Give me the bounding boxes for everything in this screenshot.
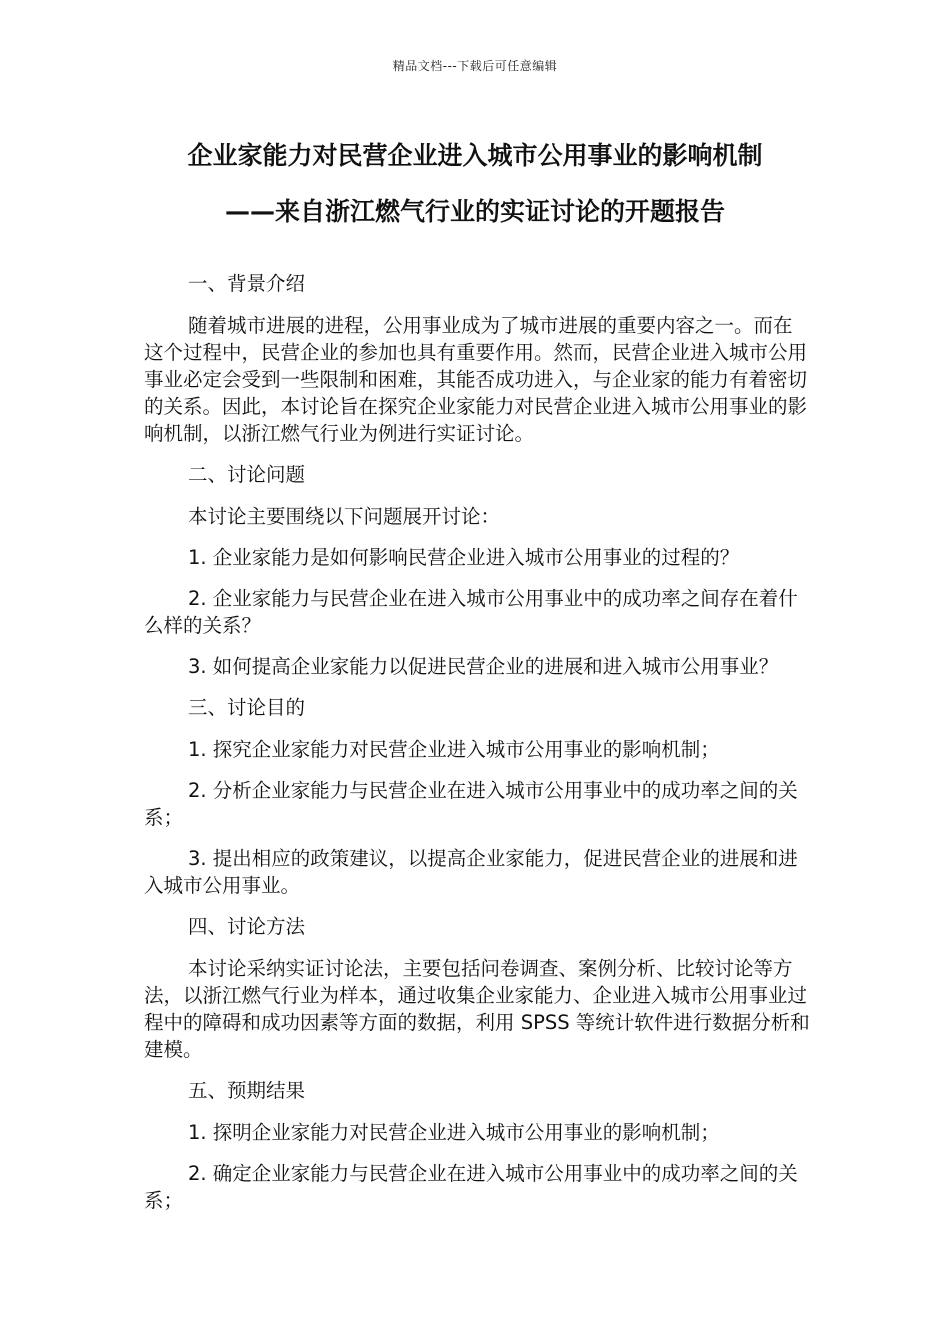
section-heading-questions: 二、讨论问题 (188, 463, 306, 486)
paragraph-background: 随着城市进展的进程，公用事业成为了城市进展的重要内容之一。而在这个过程中，民营企业的参加也具有重要作用。然而，民营企业进入城市公用事业必定会受到一些限制和困难，其能否成功进入，与企业家的能力有着密切的关系。因此，本讨论旨在探究企业家能力对民营企业进入城市公用事业的影响机制，以浙江燃气行业为例进行实证讨论。 (144, 314, 808, 445)
list-item-goal-1: 1. 探究企业家能力对民营企业进入城市公用事业的影响机制； (188, 738, 720, 761)
list-item-question-3: 3. 如何提高企业家能力以促进民营企业的进展和进入城市公用事业？ (188, 655, 779, 678)
list-item-result-2: 2. 确定企业家能力与民营企业在进入城市公用事业中的成功率之间的关系； (144, 1162, 798, 1212)
section-heading-results: 五、预期结果 (188, 1079, 306, 1102)
title-line-1: 企业家能力对民营企业进入城市公用事业的影响机制 (187, 141, 763, 170)
document-body (144, 270, 810, 1228)
section-heading-background: 一、背景介绍 (188, 272, 306, 295)
section-heading-goals: 三、讨论目的 (188, 696, 306, 719)
list-item-goal-3: 3. 提出相应的政策建议，以提高企业家能力，促进民营企业的进展和进入城市公用事业。 (144, 847, 798, 897)
paragraph-methods: 本讨论采纳实证讨论法，主要包括问卷调查、案例分析、比较讨论等方法，以浙江燃气行业为样本，通过收集企业家能力、企业进入城市公用事业过程中的障碍和成功因素等方面的数据，利用 SPSS 等统计软件进行数据分析和建模。 (144, 957, 810, 1061)
list-item-goal-2: 2. 分析企业家能力与民营企业在进入城市公用事业中的成功率之间的关系； (144, 779, 798, 829)
header-note: 精品文档---下载后可任意编辑 (392, 59, 558, 73)
list-item-question-2: 2. 企业家能力与民营企业在进入城市公用事业中的成功率之间存在着什么样的关系？ (144, 587, 798, 637)
section-heading-methods: 四、讨论方法 (188, 915, 306, 938)
list-item-question-1: 1. 企业家能力是如何影响民营企业进入城市公用事业的过程的？ (188, 546, 740, 569)
title-line-2: ——来自浙江燃气行业的实证讨论的开题报告 (224, 197, 725, 226)
list-item-result-1: 1. 探明企业家能力对民营企业进入城市公用事业的影响机制； (188, 1121, 720, 1144)
paragraph-questions-intro: 本讨论主要围绕以下问题展开讨论： (188, 505, 501, 528)
